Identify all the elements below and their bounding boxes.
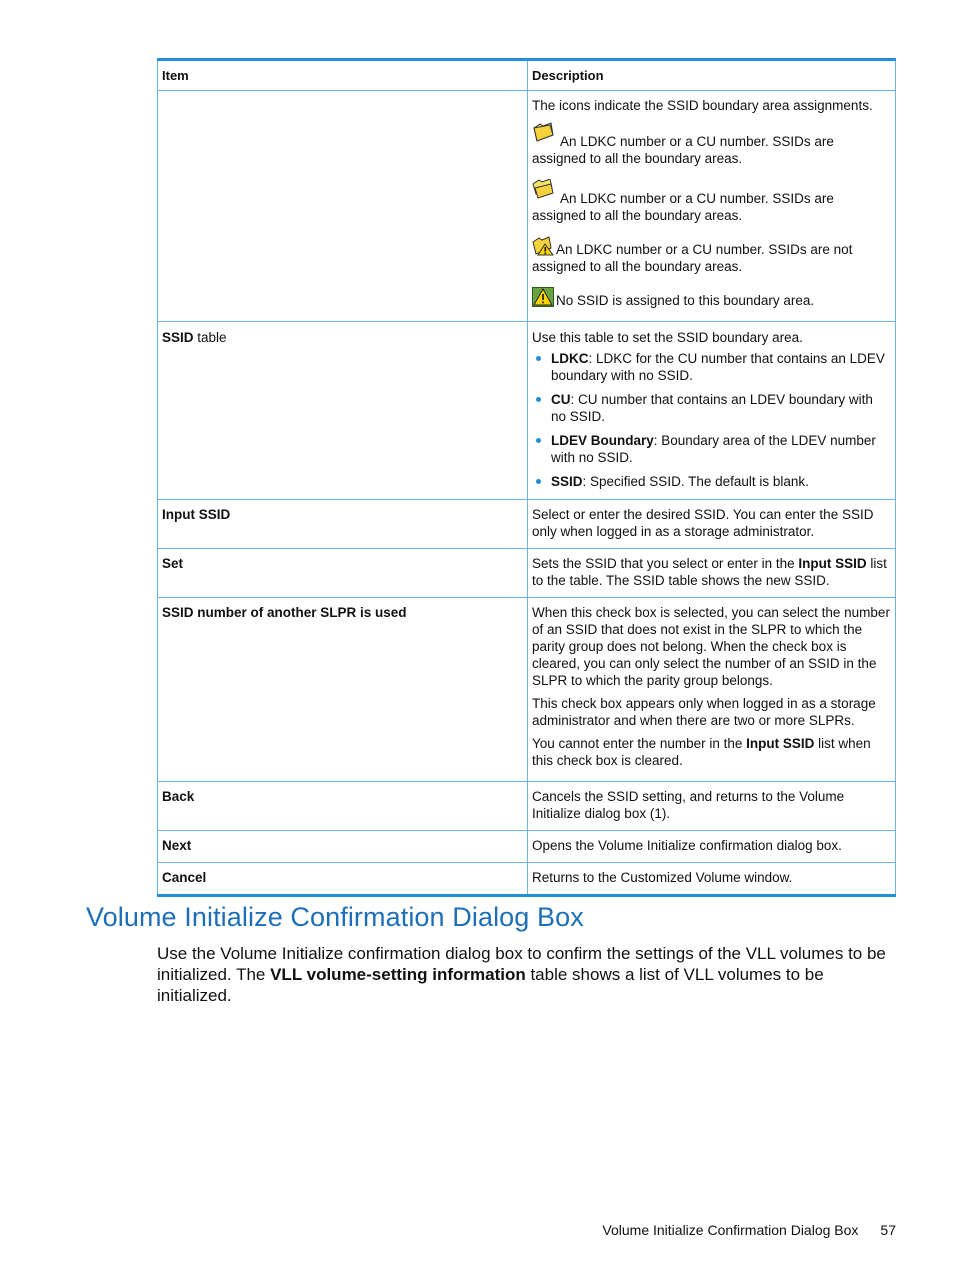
icon-entry: [532, 236, 891, 275]
icon-entry-text: An LDKC number or a CU number. SSIDs are assigned to all the boundary areas.: [532, 191, 834, 223]
section-intro: [157, 943, 897, 1006]
intro-text: Use the Volume Initialize confirmation dialog box to confirm the settings of the VLL volumes to be initialized. The: [157, 944, 886, 984]
ssid-column-list: [532, 350, 891, 490]
table-row: [158, 500, 896, 549]
term-desc: : CU number that contains an LDEV boundary with no SSID.: [551, 392, 873, 424]
icon-entry-text: An LDKC number or a CU number. SSIDs are assigned to all the boundary areas.: [532, 134, 834, 166]
item-cell: Set: [158, 549, 528, 598]
term: LDEV Boundary: [551, 433, 654, 448]
ssid-table-intro: Use this table to set the SSID boundary area.: [532, 330, 803, 345]
description-cell: [528, 549, 896, 598]
description-cell: [528, 322, 896, 500]
desc-text: You cannot enter the number in the: [532, 736, 747, 751]
item-rest: table: [193, 330, 227, 345]
term-desc: : Boundary area of the LDEV number with no SSID.: [551, 433, 876, 465]
item-cell-empty: [158, 91, 528, 322]
folder-open-yellow-icon: [532, 179, 554, 199]
intro-bold: VLL volume-setting information: [270, 965, 526, 984]
icon-entry: [532, 179, 891, 224]
term-desc: : Specified SSID. The default is blank.: [582, 474, 809, 489]
description-cell: Select or enter the desired SSID. You can enter the SSID only when logged in as a storage administrator.: [528, 500, 896, 549]
icons-intro: The icons indicate the SSID boundary area assignments.: [532, 98, 873, 113]
para: [532, 735, 891, 769]
folder-yellow-icon: [532, 122, 554, 142]
desc-text: Sets the SSID that you select or enter in the: [532, 556, 799, 571]
desc-text: list to the table. The SSID table shows the new SSID.: [532, 556, 887, 588]
list-item: [551, 473, 891, 490]
description-cell: Returns to the Customized Volume window.: [528, 863, 896, 896]
table-row: [158, 91, 896, 322]
section-heading: Volume Initialize Confirmation Dialog Box: [86, 902, 584, 932]
icon-entry-text: No SSID is assigned to this boundary area.: [556, 293, 815, 308]
icon-entry: [532, 287, 891, 309]
description-cell: Opens the Volume Initialize confirmation dialog box.: [528, 831, 896, 863]
table-row: [158, 549, 896, 598]
description-cell: Cancels the SSID setting, and returns to the Volume Initialize dialog box (1).: [528, 782, 896, 831]
item-cell: Next: [158, 831, 528, 863]
term: LDKC: [551, 351, 589, 366]
intro-text: table shows a list of VLL volumes to be initialized.: [157, 965, 824, 1005]
table-row: [158, 598, 896, 782]
item-cell: [158, 322, 528, 500]
desc-text: list when this check box is cleared.: [532, 736, 871, 768]
item-cell: Input SSID: [158, 500, 528, 549]
para: This check box appears only when logged in as a storage administrator and when there are two or more SLPRs.: [532, 696, 876, 728]
header-item: Item: [158, 60, 528, 91]
icon-entry: [532, 122, 891, 167]
item-bold: SSID: [162, 330, 194, 345]
term: CU: [551, 392, 571, 407]
term: SSID: [551, 474, 583, 489]
page-number: 57: [880, 1222, 896, 1238]
description-cell: [528, 91, 896, 322]
spec-table: [157, 58, 896, 897]
warning-green-icon: [532, 287, 554, 307]
term-desc: : LDKC for the CU number that contains an LDEV boundary with no SSID.: [551, 351, 885, 383]
table-row: [158, 831, 896, 863]
folder-warning-icon: [532, 236, 554, 256]
footer-title: Volume Initialize Confirmation Dialog Box: [602, 1222, 859, 1238]
table-header-row: [158, 60, 896, 91]
list-item: [551, 350, 891, 384]
item-cell: Back: [158, 782, 528, 831]
desc-bold: Input SSID: [746, 736, 815, 751]
page-footer: [602, 1222, 896, 1238]
item-cell: SSID number of another SLPR is used: [158, 598, 528, 782]
table-row: [158, 863, 896, 896]
item-cell: Cancel: [158, 863, 528, 896]
desc-bold: Input SSID: [798, 556, 867, 571]
header-description: Description: [528, 60, 896, 91]
list-item: [551, 391, 891, 425]
list-item: [551, 432, 891, 466]
table-row: [158, 782, 896, 831]
icon-entry-text: An LDKC number or a CU number. SSIDs are not assigned to all the boundary areas.: [532, 242, 853, 274]
para: When this check box is selected, you can select the number of an SSID that does not exist in the SLPR to which the parity group does not belong. When the check box is cleared, you can only select the number of an SSID in the SLPR to which the parity group belongs.: [532, 605, 890, 688]
description-cell: [528, 598, 896, 782]
table-row: [158, 322, 896, 500]
